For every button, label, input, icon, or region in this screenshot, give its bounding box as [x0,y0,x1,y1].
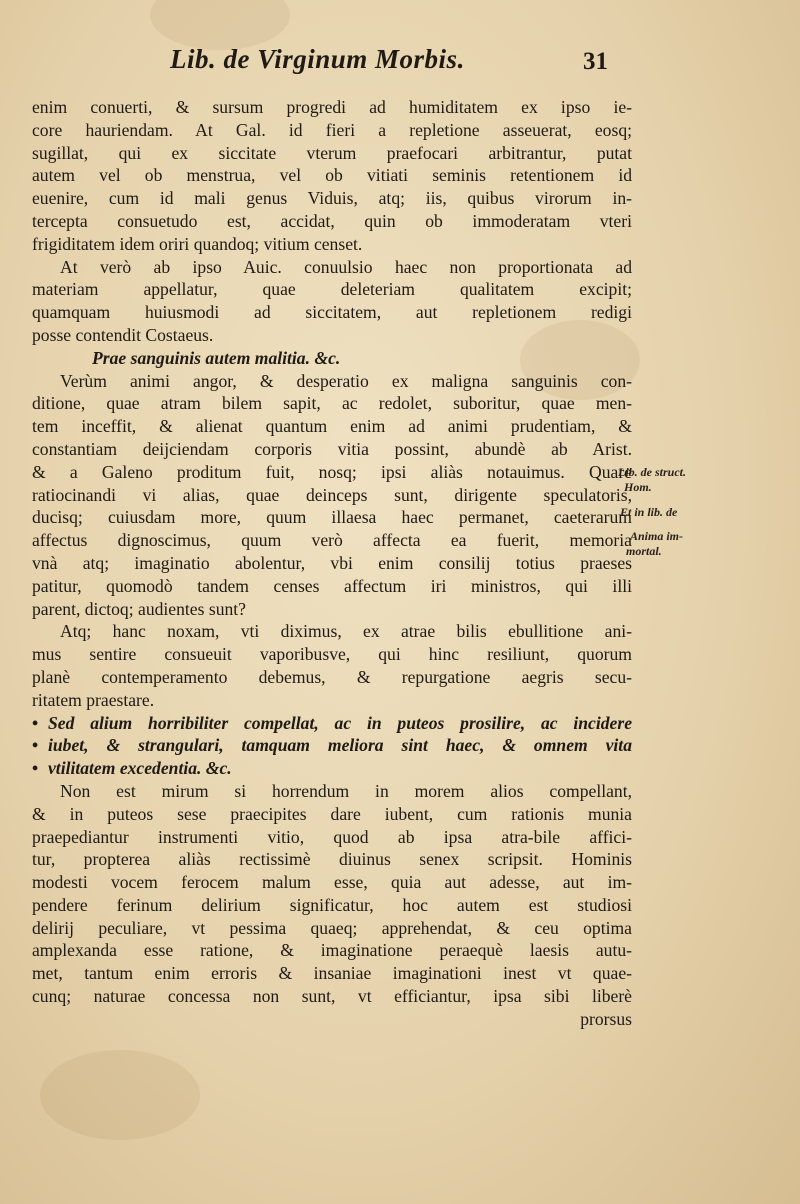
text-line [32,324,632,347]
margin-note: Et in lib. de [620,505,678,519]
text-line [32,164,632,187]
text-line [32,278,632,301]
body-text [32,96,632,1031]
text-line [32,848,632,871]
text-line-content: mus sentire consueuit vaporibusve, qui hinc resiliunt, quorum [32,644,632,665]
text-line-content: affectus dignoscimus, quum verò affecta ea fuerit, memoria [32,530,632,551]
text-line [32,1008,632,1031]
text-line [32,529,632,552]
text-line-content: cunq; naturae concessa non sunt, vt efficiantur, ipsa sibi liberè [32,986,632,1007]
text-line [32,370,632,393]
text-line [32,643,632,666]
text-line-content: vtilitatem excedentia. &c. [48,758,232,779]
text-line-content: prorsus [580,1008,632,1029]
text-line [32,301,632,324]
text-line-content: patitur, quomodò tandem censes affectum iri ministros, qui illi [32,575,632,596]
text-line [32,187,632,210]
text-line [32,461,632,484]
text-line-content: core hauriendam. At Gal. id fieri a repletione asseuerat, eosq; [32,119,632,140]
text-line [32,620,632,643]
text-line-content: Non est mirum si horrendum in morem alios compellant, [60,780,632,801]
text-line [32,142,632,165]
page-header [0,42,800,82]
text-line [32,96,632,119]
margin-note: Anima im- [630,529,684,543]
text-line-content: Verùm animi angor, & desperatio ex maligna sanguinis con- [60,370,632,391]
text-line [32,552,632,575]
text-line-content: quamquam huiusmodi ad siccitatem, aut repletionem redigi [32,302,632,323]
running-head: Lib. de Virginum Morbis. [170,44,465,74]
text-line [32,689,632,712]
text-line-content: Sed alium horribiliter compellat, ac in puteos prosilire, ac incidere [48,712,632,733]
text-line [32,233,632,256]
text-line-content: praepediantur instrumenti vitio, quod ab ipsa atra-bile affici- [32,826,632,847]
text-line [32,871,632,894]
text-line-content: met, tantum enim erroris & insaniae imaginationi inest vt quae- [32,963,632,984]
text-line-content: sugillat, qui ex siccitate vterum praefocari arbitrantur, putat [32,142,632,163]
page-number: 31 [583,48,608,75]
text-line [32,939,632,962]
text-line-content: tercepta consuetudo est, accidat, quin ob immoderatam vteri [32,210,632,231]
text-line-content: posse contendit Costaeus. [32,324,214,345]
text-line-content: constantiam deijciendam corporis vitia possint, abundè ab Arist. [32,438,632,459]
text-line-content: modesti vocem ferocem malum esse, quia aut adesse, aut im- [32,872,632,893]
text-line-content: euenire, cum id mali genus Viduis, atq; iis, quibus virorum in- [32,188,632,209]
text-line [32,894,632,917]
text-line [32,712,632,735]
text-line-content: ratiocinandi vi alias, quae deinceps sunt, dirigente speculatoris, [32,484,632,505]
text-line-content: amplexanda esse ratione, & imaginatione peraequè laesis autu- [32,940,632,961]
text-line-content: pendere ferinum delirium significatur, hoc autem est studiosi [32,894,632,915]
paper-stain [40,1050,200,1140]
text-line-content: ducisq; cuiusdam more, quum illaesa haec permanet, caeterarum [32,507,632,528]
text-line [32,803,632,826]
text-line-content: At verò ab ipso Auic. conuulsio haec non proportionata ad [60,256,632,277]
text-line [32,484,632,507]
text-line-content: ritatem praestare. [32,689,155,710]
text-line [32,119,632,142]
text-line-content: Prae sanguinis autem malitia. &c. [92,347,341,368]
text-line-content: autem vel ob menstrua, vel ob vitiati seminis retentionem id [32,165,632,186]
text-line [32,985,632,1008]
text-line [32,392,632,415]
text-line-content: vnà atq; imaginatio abolentur, vbi enim consilij totius praeses [32,552,632,573]
text-line-content: iubet, & strangulari, tamquam meliora sint haec, & omnem vita [48,735,632,756]
text-line-content: frigiditatem idem oriri quandoq; vitium censet. [32,233,363,254]
text-line [32,415,632,438]
text-line-content: delirij peculiare, vt pessima quaeq; apprehendat, & ceu optima [32,917,632,938]
margin-note: Hom. [624,480,652,494]
text-line-content: planè contemperamento debemus, & repurgatione aegris secu- [32,666,632,687]
text-line [32,598,632,621]
text-line-content: ditione, quae atram bilem sapit, ac redolet, suboritur, quae men- [32,393,632,414]
text-line [32,506,632,529]
text-line [32,666,632,689]
text-line-content: parent, dictoq; audientes sunt? [32,598,246,619]
text-line [32,734,632,757]
text-line [32,962,632,985]
text-line-content: & in puteos sese praecipites dare iubent, cum rationis munia [32,803,632,824]
text-line [32,347,632,370]
text-line-content: tur, propterea aliàs rectissimè diuinus senex scripsit. Hominis [32,849,632,870]
text-line-content: tem inceffit, & alienat quantum enim ad animi prudentiam, & [32,416,632,437]
line-marker: • [32,735,39,756]
margin-note: Lib. de struct. [618,465,686,479]
text-line [32,210,632,233]
text-line-content: materiam appellatur, quae deleteriam qualitatem excipit; [32,279,632,300]
text-line [32,917,632,940]
text-line [32,438,632,461]
margin-note: mortal. [626,544,662,558]
text-line-content: & a Galeno proditum fuit, nosq; ipsi aliàs notauimus. Quare [32,461,632,482]
text-line [32,780,632,803]
text-line [32,256,632,279]
text-line [32,826,632,849]
line-marker: • [32,712,39,733]
text-line [32,575,632,598]
text-line [32,757,632,780]
text-line-content: Atq; hanc noxam, vti diximus, ex atrae bilis ebullitione ani- [60,621,632,642]
text-line-content: enim conuerti, & sursum progredi ad humiditatem ex ipso ie- [32,97,632,117]
line-marker: • [32,758,39,779]
